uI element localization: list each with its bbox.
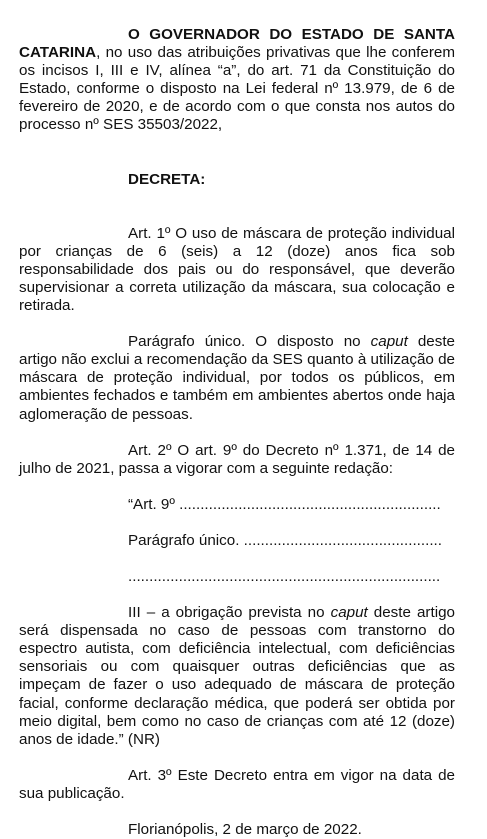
caput-term: caput <box>370 333 408 351</box>
paragrafo-text-after: deste artigo não exclui a recomendação da SES quanto à utilização de máscara de proteção individual, por todos os públicos, em ambientes fechados e também em ambientes abertos onde haja aglomeração de pessoas. <box>19 333 455 423</box>
article-1: Art. 1º O uso de máscara de proteção individual por crianças de 6 (seis) a 12 (doze) anos fica sob responsabilidade dos pais ou do responsável, que deverão supervisionar a correta utilização da máscara, sua colocação e retirada. <box>19 224 455 315</box>
decreta-heading: DECRETA: <box>128 170 206 188</box>
paragrafo-unico <box>19 333 455 423</box>
article-2: Art. 2º O art. 9º do Decreto nº 1.371, de 14 de julho de 2021, passa a vigorar com a seguinte redação: <box>19 441 455 477</box>
preamble <box>19 26 455 135</box>
quote-paragrafo-unico: Parágrafo único. ............................................... <box>128 531 442 549</box>
decree-document <box>19 26 455 839</box>
quote-ellipsis: .......................................................................... <box>128 567 441 585</box>
signature-date: Florianópolis, 2 de março de 2022. <box>128 821 362 838</box>
preamble-text: , no uso das atribuições privativas que lhe conferem os incisos I, III e IV, alínea “a”, do art. 71 da Constituição do Estado, conforme o disposto na Lei federal nº 13.979, de 6 de fevereiro de 2020, e de acordo com o que consta nos autos do processo nº SES 35503/2022, <box>19 44 455 134</box>
article-3: Art. 3º Este Decreto entra em vigor na data de sua publicação. <box>19 766 455 802</box>
inciso-text-after: deste artigo será dispensada no caso de pessoas com transtorno do espectro autista, com deficiência intelectual, com deficiências sensoriais ou com quaisquer outras deficiências que as impeçam de fazer o uso adequado de máscara de proteção facial, conforme declaração médica, que poderá ser obtida por meio digital, bem como no caso de crianças com até 12 (doze) anos de idade.” (NR) <box>19 604 455 748</box>
quote-art-9: “Art. 9º .............................................................. <box>128 495 441 513</box>
inciso-caput-term: caput <box>330 604 368 622</box>
authority: O GOVERNADOR DO ESTADO DE SANTA CATARINA <box>19 26 455 62</box>
quote-inciso-iii <box>19 604 455 749</box>
paragrafo-text-before: Parágrafo único. O disposto no <box>128 333 371 351</box>
inciso-text-before: III – a obrigação prevista no <box>128 604 331 622</box>
